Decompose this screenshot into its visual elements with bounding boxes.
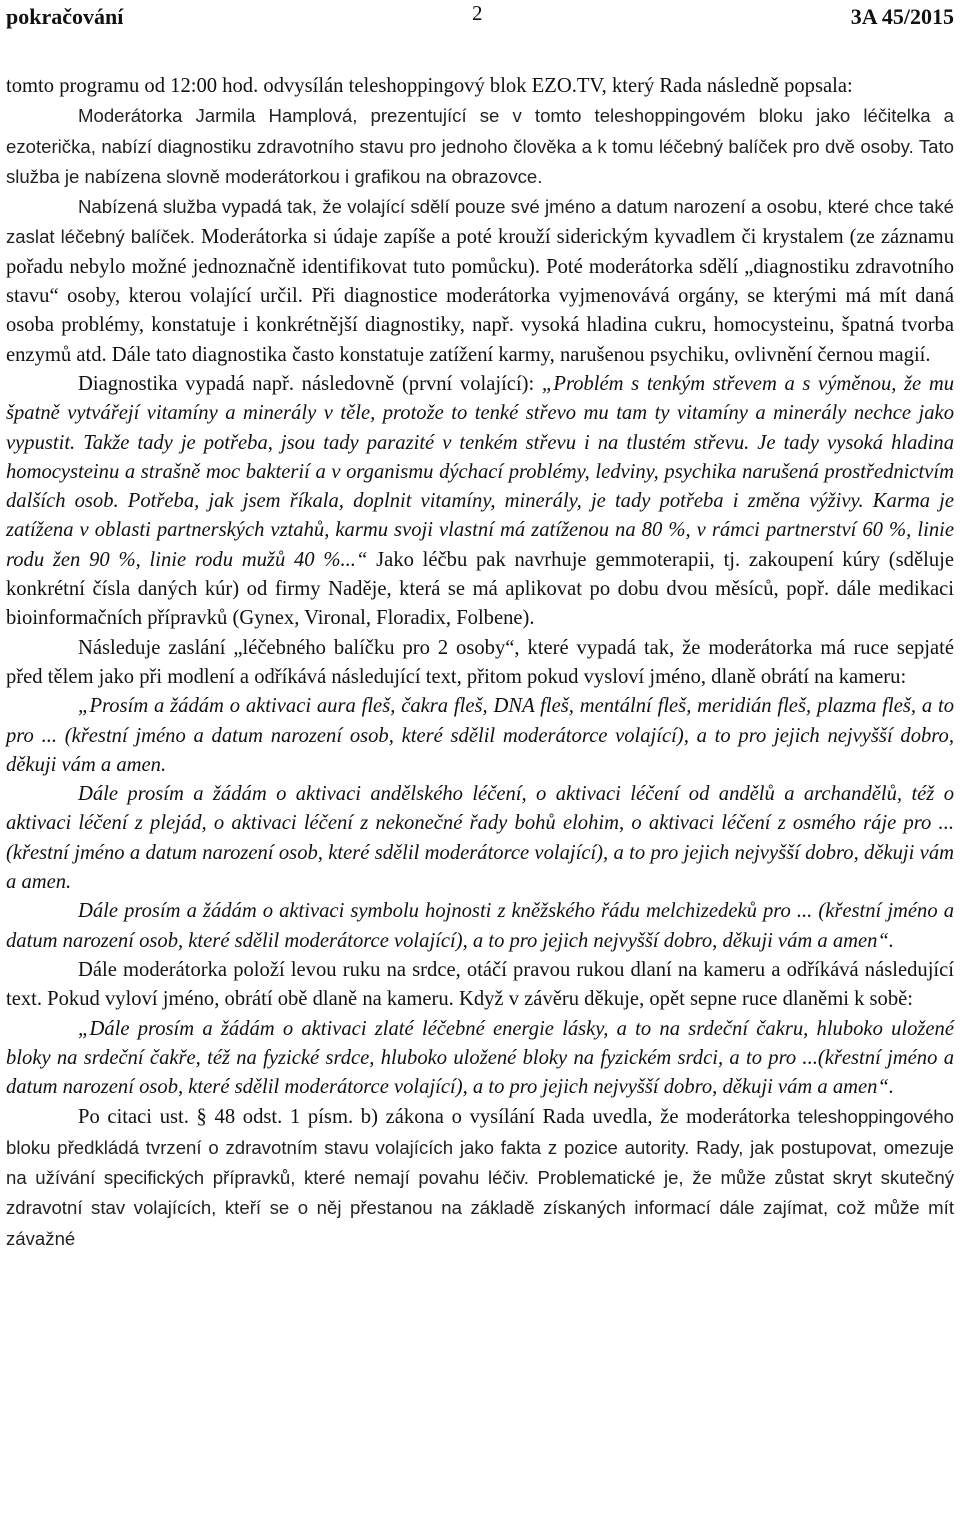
paragraph [6,72,954,101]
text-run: Diagnostika vypadá např. následovně (první volající): [78,372,542,395]
paragraph [6,370,954,634]
text-run: Jako léčbu pak navrhuje gemmoterapii, tj. zakoupení kúry (sděluje konkrétní čísla daných kúr) od firmy Naděje, která se má aplikovat po dobu dvou měsíců, popř. dále medikaci bioinformačních přípravků (Gynex, Vironal, Floradix, Folbene). [6,548,954,630]
paragraph [6,1015,954,1103]
text-run: „Dále prosím a žádám o aktivaci zlaté léčebné energie lásky, a to na srdeční čakru, hluboko uložené bloky na srdeční čakře, též na fyzické srdce, hluboko uložené bloky na fyzickém srdci, a to pro ...(křestní jméno a datum narození osob, které sdělil moderátorce volající), a to pro jejich nejvyšší dobro, děkuji vám a amen“. [6,1017,954,1099]
text-run: teleshoppingového bloku předkládá tvrzení o zdravotním stavu volajících jako fakta z pozice autority. Rady, jak postupovat, omezuje na užívání specifických přípravků, které nemají povahu léčiv. Problematické je, že může zůstat skryt skutečný zdravotní stav volajících, kteří se o něj přestanou na základě získaných informací dále zajímat, což může mít závažné [6,1106,954,1249]
page-header [0,0,960,34]
paragraph [6,956,954,1015]
text-run: Dále prosím a žádám o aktivaci symbolu hojnosti z kněžského řádu melchizedeků pro ... (křestní jméno a datum narození osob, které sdělil moderátorce volající), a to pro jejich nejvyšší dobro, děkuji vám a amen“. [6,900,954,952]
text-run: Následuje zaslání „léčebného balíčku pro 2 osoby“, které vypadá tak, že moderátorka má ruce sepjaté před tělem jako při modlení a odříkává následující text, přitom pokud vysloví jméno, dlaně obrátí na kameru: [6,636,954,688]
paragraph [6,1102,954,1253]
text-run: „Prosím a žádám o aktivaci aura fleš, čakra fleš, DNA fleš, mentální fleš, meridián fleš, plazma fleš, a to pro ... (křestní jméno a datum narození osob, které sdělil moderátorce volající), a to pro jejich nejvyšší dobro, děkuji vám a amen. [6,695,954,776]
paragraph [6,101,954,192]
text-run: Moderátorka si údaje zapíše a poté krouží siderickým kyvadlem či krystalem (ze záznamu pořadu nebylo možné jednoznačně identifikovat tuto pomůcku). Poté moderátorka sdělí „diagnostiku zdravotního stavu“ osoby, kterou volající určil. Při diagnostice moderátorka vyjmenovává orgány, se kterými má mít daná osoba problémy, konstatuje i konkrétnější diagnostiky, např. vysoká hladina cukru, homocysteinu, špatná tvorba enzymů atd. Dále tato diagnostika často konstatuje zatížení karmy, narušenou psychiku, ovlivnění černou magií. [6,226,954,366]
text-run: tomto programu od 12:00 hod. odvysílán teleshoppingový blok EZO.TV, který Rada následně popsala: [6,75,853,97]
text-run: „Problém s tenkým střevem a s výměnou, že mu špatně vytvářejí vitamíny a minerály v těle, protože to tenké střevo mu tam ty vitamíny a minerály nechce jako vypustit. Takže tady je potřeba, jsou tady parazité v tenkém střevu i na tlustém střevu. Je tady vysoká hladina homocysteinu a strašně moc bakterií a v organismu dýchací problémy, ledviny, psychika narušená prostřednictvím dalších osob. Potřeba, jak jsem říkala, doplnit vitamíny, minerály, je tady potřeba i změna výživy. Karma je zatížena v oblasti partnerských vztahů, karmu svoji vlastní má zatíženou na 80 %, v rámci partnerství 60 %, linie rodu žen 90 %, linie rodu mužů 40 %...“ [6,372,954,571]
header-continuation-label: pokračování [6,4,124,29]
paragraph [6,692,954,780]
text-run: Dále prosím a žádám o aktivaci andělského léčení, o aktivaci léčení od andělů a archandělů, též o aktivaci léčení z plejád, o aktivaci léčení z nekonečné řady bohů elohim, o aktivaci léčení z osmého ráje pro ... (křestní jméno a datum narození osob, které sdělil moderátorce volající), a to pro jejich nejvyšší dobro, děkuji vám a amen. [6,783,954,894]
document-body [6,72,954,1254]
text-run: Dále moderátorka položí levou ruku na srdce, otáčí pravou rukou dlaní na kameru a odříkává následující text. Pokud vyloví jméno, obrátí obě dlaně na kameru. Když v závěru děkuje, opět sepne ruce dlaněmi k sobě: [6,958,954,1011]
text-run: Nabízená služba vypadá tak, že volající sdělí pouze své jméno a datum narození a osobu, které chce také zaslat léčebný balíček. [6,196,954,248]
paragraph [6,634,954,693]
case-reference: 3A 45/2015 [850,4,954,29]
paragraph [6,897,954,956]
paragraph [6,780,954,897]
text-run: Po citaci ust. § 48 odst. 1 písm. b) zákona o vysílání Rada uvedla, že moderátorka [78,1106,798,1129]
page-number: 2 [472,1,483,25]
paragraph [6,192,954,370]
text-run: Moderátorka Jarmila Hamplová, prezentující se v tomto teleshoppingovém bloku jako léčitelka a ezoterička, nabízí diagnostiku zdravotního stavu pro jednoho člověka a k tomu léčebný balíček pro dvě osoby. Tato služba je nabízena slovně moderátorkou i grafikou na obrazovce. [6,105,954,187]
